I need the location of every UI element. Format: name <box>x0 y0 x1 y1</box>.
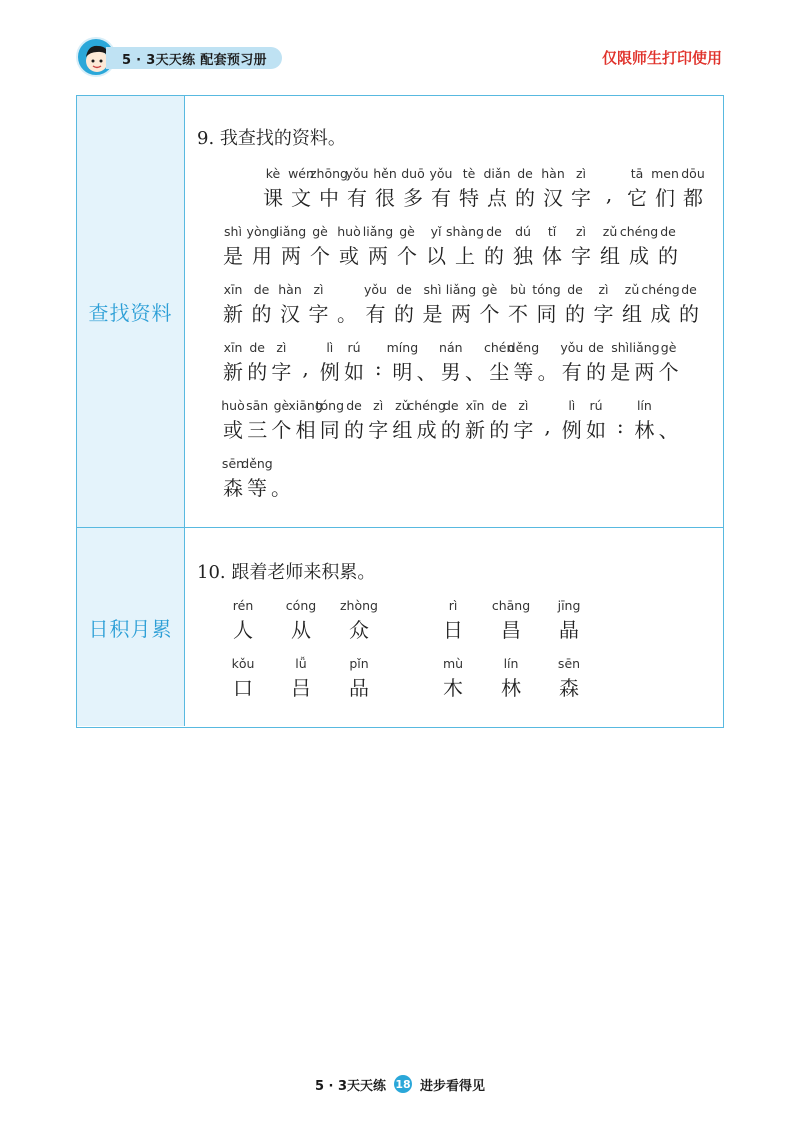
pinyin-line <box>185 224 723 276</box>
pinyin-syllable: zhōng <box>310 166 348 181</box>
question-9-title: 9. 我查找的资料。 <box>197 128 346 149</box>
hanzi-char: 字 <box>271 360 292 384</box>
pinyin-syllable: zì <box>575 166 587 181</box>
hanzi-char: 吕 <box>291 676 311 700</box>
hanzi-char: 等 <box>247 476 267 500</box>
hanzi-char: 新 <box>465 418 485 442</box>
hanzi-char: 组 <box>392 418 413 442</box>
pinyin-syllable: zǔ <box>602 224 618 239</box>
pinyin-syllable: lín <box>636 398 652 413</box>
pinyin-syllable: tā <box>630 166 644 181</box>
hanzi-char: 上 <box>455 244 475 268</box>
pinyin-syllable: liǎng <box>445 282 477 297</box>
page-header <box>0 0 800 90</box>
pinyin-syllable: de <box>253 282 270 297</box>
pinyin-syllable: zì <box>598 282 609 297</box>
pinyin-syllable: de <box>491 398 507 413</box>
pinyin-syllable: de <box>249 340 265 355</box>
pinyin-syllable: de <box>517 166 533 181</box>
footer-series: 5 · 3天天练 <box>314 1078 387 1094</box>
hanzi-char: 多 <box>403 186 423 210</box>
hanzi-char: 成 <box>416 418 437 442</box>
hanzi-char: 个 <box>479 302 500 326</box>
section-accumulate-row <box>77 528 723 726</box>
hanzi-char: 的 <box>658 244 678 268</box>
hanzi-char: 明 <box>392 360 413 384</box>
pinyin-line <box>185 398 723 450</box>
pinyin-syllable: hàn <box>278 282 302 297</box>
hanzi-char: 例 <box>561 418 582 442</box>
pinyin-syllable: duō <box>401 166 425 181</box>
pinyin-syllable: tóng <box>532 282 561 297</box>
pinyin-syllable: rú <box>347 340 361 355</box>
pinyin-syllable: chéng <box>619 224 659 239</box>
pinyin-syllable: lì <box>568 398 576 413</box>
pinyin-syllable: zì <box>276 340 287 355</box>
pinyin-syllable: nán <box>439 340 463 355</box>
hanzi-char: 中 <box>319 186 339 210</box>
hanzi-char: 或 <box>339 244 359 268</box>
pinyin-syllable: lì <box>326 340 334 355</box>
hanzi-char: 。 <box>337 302 357 326</box>
hanzi-char: 们 <box>655 186 675 210</box>
pinyin-syllable: de <box>396 282 412 297</box>
hanzi-char: 林 <box>501 676 521 700</box>
hanzi-char: 的 <box>586 360 606 384</box>
hanzi-char: 成 <box>629 244 649 268</box>
hanzi-char: 两 <box>281 244 301 268</box>
hanzi-char: 点 <box>487 186 507 210</box>
pinyin-syllable: gè <box>399 224 415 239</box>
pinyin-syllable: zì <box>373 398 384 413</box>
hanzi-char: 特 <box>459 186 479 210</box>
hanzi-char: 三 <box>247 418 268 442</box>
hanzi-char: 汉 <box>280 302 300 326</box>
accumulate-content <box>185 528 723 726</box>
pinyin-syllable: sēn <box>221 456 245 471</box>
hanzi-char: 不 <box>508 302 528 326</box>
hanzi-char: 如 <box>586 418 606 442</box>
hanzi-char: 组 <box>622 302 642 326</box>
hanzi-char: 有 <box>365 302 386 326</box>
pinyin-syllable: yǒu <box>429 166 453 181</box>
question-10-title: 10. 跟着老师来积累。 <box>197 562 376 583</box>
pinyin-syllable: zǔ <box>395 398 410 413</box>
word-group <box>185 598 723 650</box>
pinyin-syllable: shàng <box>446 224 484 239</box>
hanzi-char: 晶 <box>559 618 579 642</box>
hanzi-char: 它 <box>627 186 647 210</box>
hanzi-char: 众 <box>349 618 369 642</box>
pinyin-syllable: zì <box>313 282 324 297</box>
hanzi-char: 有 <box>431 186 451 210</box>
pinyin-syllable: yǒu <box>364 282 387 297</box>
hanzi-char: 口 <box>233 676 253 700</box>
hanzi-char: : <box>374 356 382 380</box>
hanzi-char: 森 <box>223 476 243 500</box>
pinyin-syllable: lǚ <box>295 656 307 671</box>
pinyin-syllable: bù <box>510 282 526 297</box>
series-label: 5 · 3天天练 配套预习册 <box>106 47 282 69</box>
hanzi-char: 是 <box>223 244 243 268</box>
pinyin-syllable: cóng <box>285 598 317 613</box>
hanzi-char: 都 <box>683 186 703 210</box>
hanzi-char: 很 <box>375 186 395 210</box>
pinyin-syllable: huò <box>221 398 245 413</box>
hanzi-char: 以 <box>426 244 446 268</box>
pinyin-syllable: shì <box>423 282 442 297</box>
pinyin-syllable: de <box>681 282 697 297</box>
hanzi-char: 的 <box>679 302 699 326</box>
pinyin-syllable: liǎng <box>629 340 660 355</box>
hanzi-char: 用 <box>252 244 272 268</box>
hanzi-char: 。 <box>537 360 558 384</box>
pinyin-syllable: de <box>442 398 459 413</box>
hanzi-char: 或 <box>223 418 243 442</box>
pinyin-line <box>185 456 723 508</box>
teacher-use-note: 仅限师生打印使用 <box>601 49 722 67</box>
pinyin-syllable: xīn <box>223 282 243 297</box>
pinyin-syllable: xīn <box>223 340 243 355</box>
pinyin-syllable: liǎng <box>275 224 307 239</box>
hanzi-char: 等 <box>513 360 534 384</box>
pinyin-syllable: liǎng <box>362 224 394 239</box>
hanzi-char: 的 <box>394 302 414 326</box>
pinyin-syllable: diǎn <box>483 166 511 181</box>
pinyin-syllable: de <box>346 398 362 413</box>
hanzi-char: 课 <box>263 186 283 210</box>
pinyin-syllable: lín <box>503 656 519 671</box>
section-label-research: 查找资料 <box>77 96 185 527</box>
pinyin-syllable: děng <box>241 456 273 471</box>
hanzi-char: 字 <box>593 302 614 326</box>
section-label-accumulate: 日积月累 <box>77 528 185 726</box>
hanzi-char: 同 <box>536 302 557 326</box>
hanzi-char: 例 <box>319 360 340 384</box>
word-group <box>185 656 723 708</box>
hanzi-char: , <box>544 414 551 438</box>
pinyin-syllable: xiāng <box>288 398 323 413</box>
pinyin-syllable: zhòng <box>340 598 378 613</box>
hanzi-char: 如 <box>344 360 364 384</box>
hanzi-char: 成 <box>650 302 671 326</box>
hanzi-char: 是 <box>422 302 443 326</box>
hanzi-char: 个 <box>310 244 330 268</box>
hanzi-char: 木 <box>443 676 463 700</box>
pinyin-line <box>185 282 723 334</box>
pinyin-syllable: yòng <box>246 224 278 239</box>
research-content <box>185 96 723 527</box>
hanzi-char: 日 <box>443 618 463 642</box>
pinyin-syllable: zì <box>575 224 587 239</box>
hanzi-char: 个 <box>397 244 417 268</box>
hanzi-char: 两 <box>451 302 471 326</box>
pinyin-syllable: mù <box>442 656 464 671</box>
hanzi-char: , <box>605 182 613 206</box>
hanzi-char: 组 <box>600 244 620 268</box>
hanzi-char: 男 <box>440 360 461 384</box>
hanzi-char: 字 <box>513 418 534 442</box>
hanzi-char: 汉 <box>543 186 563 210</box>
hanzi-char: 体 <box>542 244 562 268</box>
pinyin-syllable: de <box>486 224 502 239</box>
hanzi-char: 字 <box>571 244 591 268</box>
pinyin-syllable: rì <box>448 598 458 613</box>
section-research-row <box>77 96 723 528</box>
hanzi-char: 人 <box>233 618 253 642</box>
hanzi-char: 的 <box>251 302 272 326</box>
pinyin-syllable: zì <box>518 398 529 413</box>
pinyin-syllable: huò <box>337 224 361 239</box>
pinyin-syllable: chéng <box>407 398 446 413</box>
hanzi-char: 的 <box>484 244 504 268</box>
pinyin-syllable: shì <box>611 340 630 355</box>
pinyin-syllable: shì <box>224 224 242 239</box>
pinyin-syllable: tǐ <box>547 224 557 239</box>
hanzi-char: 个 <box>271 418 292 442</box>
pinyin-syllable: děng <box>507 340 540 355</box>
hanzi-char: 的 <box>515 186 535 210</box>
pinyin-syllable: zǔ <box>624 282 640 297</box>
hanzi-char: 新 <box>223 360 243 384</box>
pinyin-syllable: gè <box>660 340 677 355</box>
hanzi-char: 、 <box>465 360 485 384</box>
pinyin-syllable: rú <box>589 398 603 413</box>
pinyin-syllable: yǐ <box>430 224 442 239</box>
hanzi-char: 字 <box>308 302 329 326</box>
hanzi-char: 从 <box>291 618 311 642</box>
pinyin-syllable: chén <box>483 340 515 355</box>
pinyin-syllable: gè <box>273 398 290 413</box>
footer-slogan: 进步看得见 <box>420 1078 486 1094</box>
pinyin-syllable: hàn <box>541 166 565 181</box>
hanzi-char: , <box>302 356 309 380</box>
pinyin-syllable: men <box>651 166 679 181</box>
pinyin-syllable: gè <box>312 224 328 239</box>
hanzi-char: 是 <box>610 360 631 384</box>
page-footer <box>0 1072 800 1096</box>
hanzi-char: 。 <box>271 476 291 500</box>
pinyin-syllable: míng <box>386 340 419 355</box>
hanzi-char: 的 <box>440 418 461 442</box>
pinyin-syllable: gè <box>481 282 498 297</box>
hanzi-char: 的 <box>344 418 364 442</box>
hanzi-char: 尘 <box>489 360 510 384</box>
pinyin-syllable: yǒu <box>345 166 369 181</box>
pinyin-syllable: chāng <box>491 598 531 613</box>
hanzi-char: 森 <box>559 676 579 700</box>
pinyin-syllable: yǒu <box>560 340 584 355</box>
pinyin-syllable: tè <box>462 166 476 181</box>
hanzi-char: 字 <box>368 418 389 442</box>
pinyin-syllable: kǒu <box>231 656 255 671</box>
pinyin-syllable: xīn <box>465 398 485 413</box>
pinyin-line <box>185 166 723 218</box>
hanzi-char: 、 <box>416 360 437 384</box>
hanzi-char: 独 <box>513 244 533 268</box>
hanzi-char: 品 <box>349 676 369 700</box>
pinyin-syllable: sēn <box>557 656 581 671</box>
hanzi-char: 有 <box>347 186 367 210</box>
pinyin-syllable: hěn <box>373 166 397 181</box>
hanzi-char: 有 <box>561 360 582 384</box>
exercise-table <box>76 95 724 728</box>
pinyin-syllable: de <box>567 282 583 297</box>
pinyin-syllable: tóng <box>315 398 344 413</box>
hanzi-char: 的 <box>565 302 585 326</box>
hanzi-char: : <box>616 414 624 438</box>
pinyin-line <box>185 340 723 392</box>
hanzi-char: 两 <box>634 360 655 384</box>
hanzi-char: 相 <box>295 418 316 442</box>
hanzi-char: 、 <box>658 418 679 442</box>
pinyin-syllable: pǐn <box>349 656 369 671</box>
pinyin-syllable: sān <box>246 398 269 413</box>
pinyin-syllable: jīng <box>557 598 581 613</box>
hanzi-char: 林 <box>634 418 655 442</box>
hanzi-char: 的 <box>489 418 510 442</box>
hanzi-char: 两 <box>368 244 388 268</box>
hanzi-char: 的 <box>247 360 268 384</box>
hanzi-char: 文 <box>291 186 311 210</box>
pinyin-syllable: kè <box>265 166 281 181</box>
pinyin-syllable: dú <box>515 224 531 239</box>
hanzi-char: 个 <box>658 360 679 384</box>
hanzi-char: 同 <box>319 418 340 442</box>
pinyin-syllable: rén <box>232 598 254 613</box>
hanzi-char: 新 <box>223 302 243 326</box>
pinyin-syllable: wén <box>288 166 314 181</box>
hanzi-char: 字 <box>571 186 591 210</box>
pinyin-syllable: chéng <box>641 282 680 297</box>
hanzi-char: 昌 <box>501 618 521 642</box>
page-number-badge: 18 <box>394 1075 412 1093</box>
pinyin-syllable: de <box>588 340 604 355</box>
pinyin-syllable: dōu <box>681 166 705 181</box>
pinyin-syllable: de <box>660 224 676 239</box>
